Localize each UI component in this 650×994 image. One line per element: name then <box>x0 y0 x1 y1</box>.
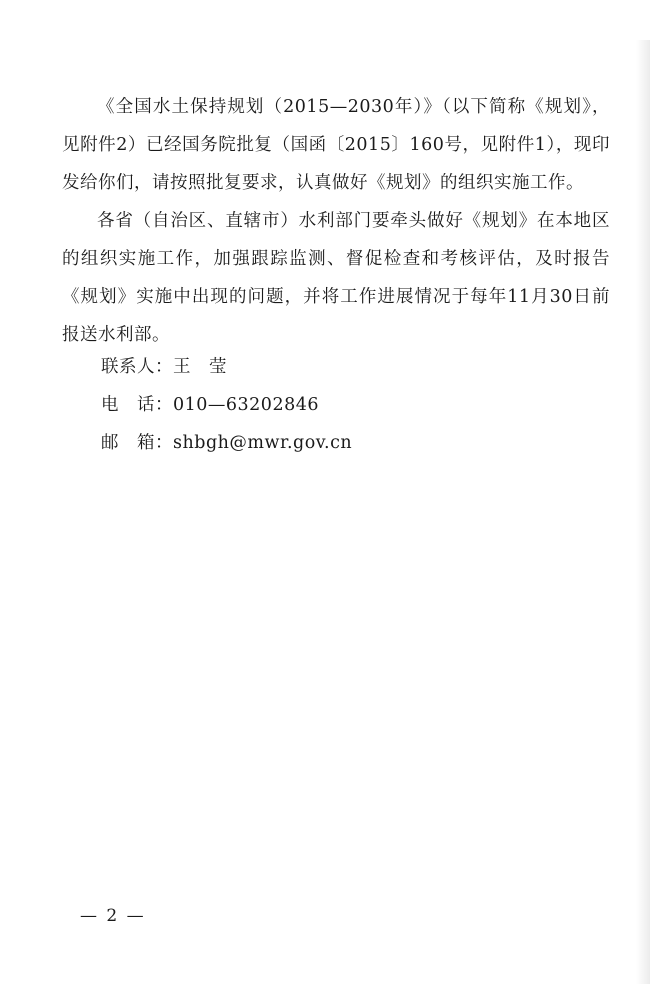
contact-block <box>101 348 352 462</box>
page-number: — 2 — <box>80 906 146 926</box>
page-edge-shadow <box>636 40 650 984</box>
body-paragraph-1: 《全国水土保持规划（2015—2030年）》（以下简称《规划》，见附件2）已经国务院批复（国函〔2015〕160号，见附件1），现印发给你们，请按照批复要求，认真做好《规划》的组织实施工作。 <box>62 97 610 193</box>
body-paragraph-2: 各省（自治区、直辖市）水利部门要牵头做好《规划》在本地区的组织实施工作，加强跟踪监测、督促检查和考核评估，及时报告《规划》实施中出现的问题，并将工作进展情况于每年11月30日前报送水利部。 <box>62 211 610 345</box>
body-text <box>62 88 610 354</box>
contact-phone: 电 话：010—63202846 <box>101 395 319 415</box>
contact-email: 邮 箱：shbgh@mwr.gov.cn <box>101 433 353 453</box>
contact-person: 联系人：王 莹 <box>101 357 227 377</box>
